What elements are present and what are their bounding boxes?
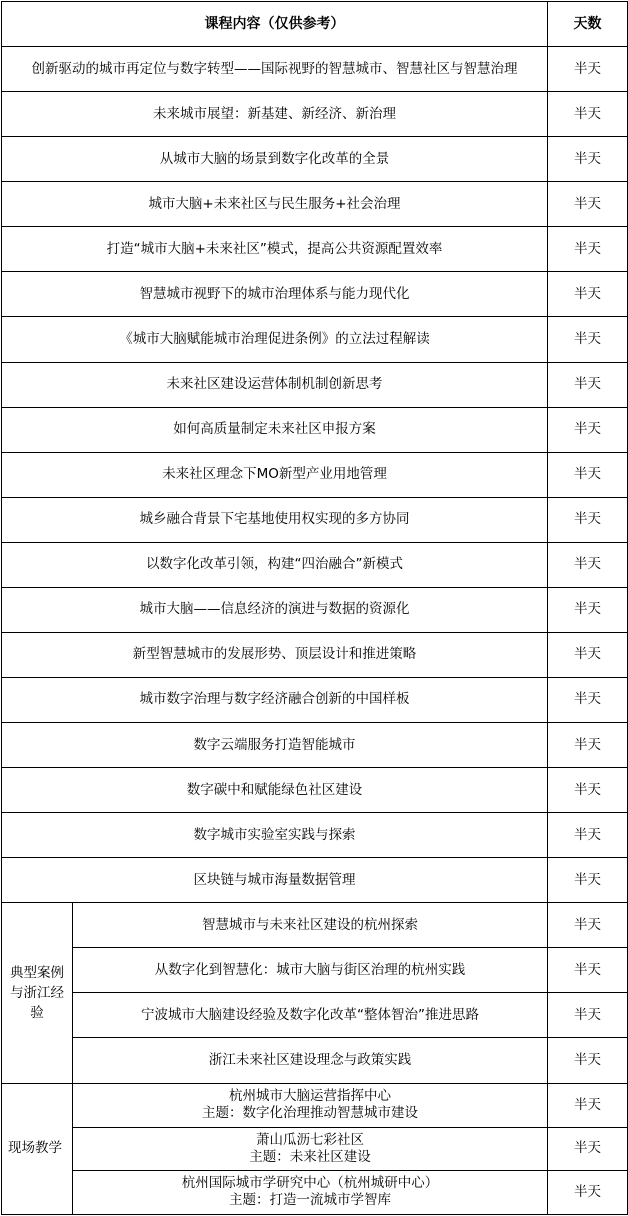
course-title: 从数字化到智慧化：城市大脑与街区治理的杭州实践 [73, 948, 548, 993]
course-title: 未来城市展望：新基建、新经济、新治理 [2, 92, 548, 137]
course-title: 城市大脑+未来社区与民生服务+社会治理 [2, 182, 548, 227]
course-days: 半天 [548, 723, 628, 768]
category-case-group: 典型案例与浙江经验 [2, 903, 73, 1083]
course-days: 半天 [548, 452, 628, 497]
course-days: 半天 [548, 227, 628, 272]
course-days: 半天 [548, 768, 628, 813]
site-visit-theme: 主题：未来社区建设 [249, 1148, 371, 1165]
course-days: 半天 [548, 542, 628, 587]
table-row [2, 407, 628, 452]
course-title: 数字云端服务打造智能城市 [2, 723, 548, 768]
course-title: 宁波城市大脑建设经验及数字化改革“整体智治”推进思路 [73, 993, 548, 1038]
site-visit-theme: 主题：数字化治理推动智慧城市建设 [202, 1105, 418, 1122]
course-days: 半天 [548, 317, 628, 362]
table-row [2, 227, 628, 272]
course-title: 如何高质量制定未来社区申报方案 [2, 407, 548, 452]
table-row [2, 47, 628, 92]
course-title: 城市大脑——信息经济的演进与数据的资源化 [2, 587, 548, 632]
site-visit-name: 杭州城市大脑运营指挥中心 [229, 1088, 391, 1105]
course-title: 智慧城市视野下的城市治理体系与能力现代化 [2, 272, 548, 317]
course-days: 半天 [548, 362, 628, 407]
course-days: 半天 [548, 1038, 628, 1083]
course-title: 打造“城市大脑+未来社区”模式，提高公共资源配置效率 [2, 227, 548, 272]
course-days: 半天 [548, 182, 628, 227]
course-days: 半天 [548, 497, 628, 542]
course-days: 半天 [548, 1170, 628, 1214]
course-days: 半天 [548, 858, 628, 903]
course-title: 区块链与城市海量数据管理 [2, 858, 548, 903]
table-row [2, 903, 628, 948]
course-title: 创新驱动的城市再定位与数字转型——国际视野的智慧城市、智慧社区与智慧治理 [2, 47, 548, 92]
table-row [2, 452, 628, 497]
table-row [2, 723, 628, 768]
table-row [2, 632, 628, 677]
table-row [2, 1170, 628, 1214]
course-title: 数字城市实验室实践与探索 [2, 813, 548, 858]
header-days: 天数 [548, 2, 628, 47]
site-visit-cell [73, 1127, 548, 1170]
table-row [2, 182, 628, 227]
table-row [2, 92, 628, 137]
course-days: 半天 [548, 407, 628, 452]
site-visit-cell [73, 1170, 548, 1214]
table-row [2, 587, 628, 632]
table-row [2, 1127, 628, 1170]
course-days: 半天 [548, 587, 628, 632]
table-row [2, 1038, 628, 1083]
course-title: 城乡融合背景下宅基地使用权实现的多方协同 [2, 497, 548, 542]
table-row [2, 542, 628, 587]
table-row [2, 768, 628, 813]
table-row [2, 362, 628, 407]
course-days: 半天 [548, 632, 628, 677]
site-visit-theme: 主题：打造一流城市学智库 [229, 1192, 391, 1209]
table-row [2, 677, 628, 722]
course-days: 半天 [548, 813, 628, 858]
course-title: 城市数字治理与数字经济融合创新的中国样板 [2, 677, 548, 722]
table-row [2, 272, 628, 317]
table-row [2, 813, 628, 858]
table-row [2, 137, 628, 182]
table-header-row [2, 2, 628, 47]
course-days: 半天 [548, 1083, 628, 1127]
table-row [2, 993, 628, 1038]
table-row [2, 497, 628, 542]
header-content: 课程内容（仅供参考） [2, 2, 548, 47]
course-table [1, 1, 628, 1215]
site-visit-cell [73, 1083, 548, 1127]
course-days: 半天 [548, 137, 628, 182]
course-days: 半天 [548, 1127, 628, 1170]
course-title: 未来社区建设运营体制机制创新思考 [2, 362, 548, 407]
course-title: 未来社区理念下MO新型产业用地管理 [2, 452, 548, 497]
table-row [2, 317, 628, 362]
course-title: 数字碳中和赋能绿色社区建设 [2, 768, 548, 813]
site-visit-name: 杭州国际城市学研究中心（杭州城研中心） [181, 1175, 439, 1192]
table-row [2, 858, 628, 903]
site-visit-name: 萧山瓜沥七彩社区 [256, 1131, 364, 1148]
course-title: 以数字化改革引领，构建“四治融合”新模式 [2, 542, 548, 587]
course-days: 半天 [548, 903, 628, 948]
category-site-group: 现场教学 [2, 1083, 73, 1215]
course-days: 半天 [548, 993, 628, 1038]
course-title: 智慧城市与未来社区建设的杭州探索 [73, 903, 548, 948]
course-title: 从城市大脑的场景到数字化改革的全景 [2, 137, 548, 182]
table-row [2, 948, 628, 993]
course-days: 半天 [548, 948, 628, 993]
course-days: 半天 [548, 677, 628, 722]
table-row [2, 1083, 628, 1127]
course-title: 新型智慧城市的发展形势、顶层设计和推进策略 [2, 632, 548, 677]
course-title: 《城市大脑赋能城市治理促进条例》的立法过程解读 [2, 317, 548, 362]
course-days: 半天 [548, 272, 628, 317]
course-title: 浙江未来社区建设理念与政策实践 [73, 1038, 548, 1083]
course-days: 半天 [548, 92, 628, 137]
course-days: 半天 [548, 47, 628, 92]
